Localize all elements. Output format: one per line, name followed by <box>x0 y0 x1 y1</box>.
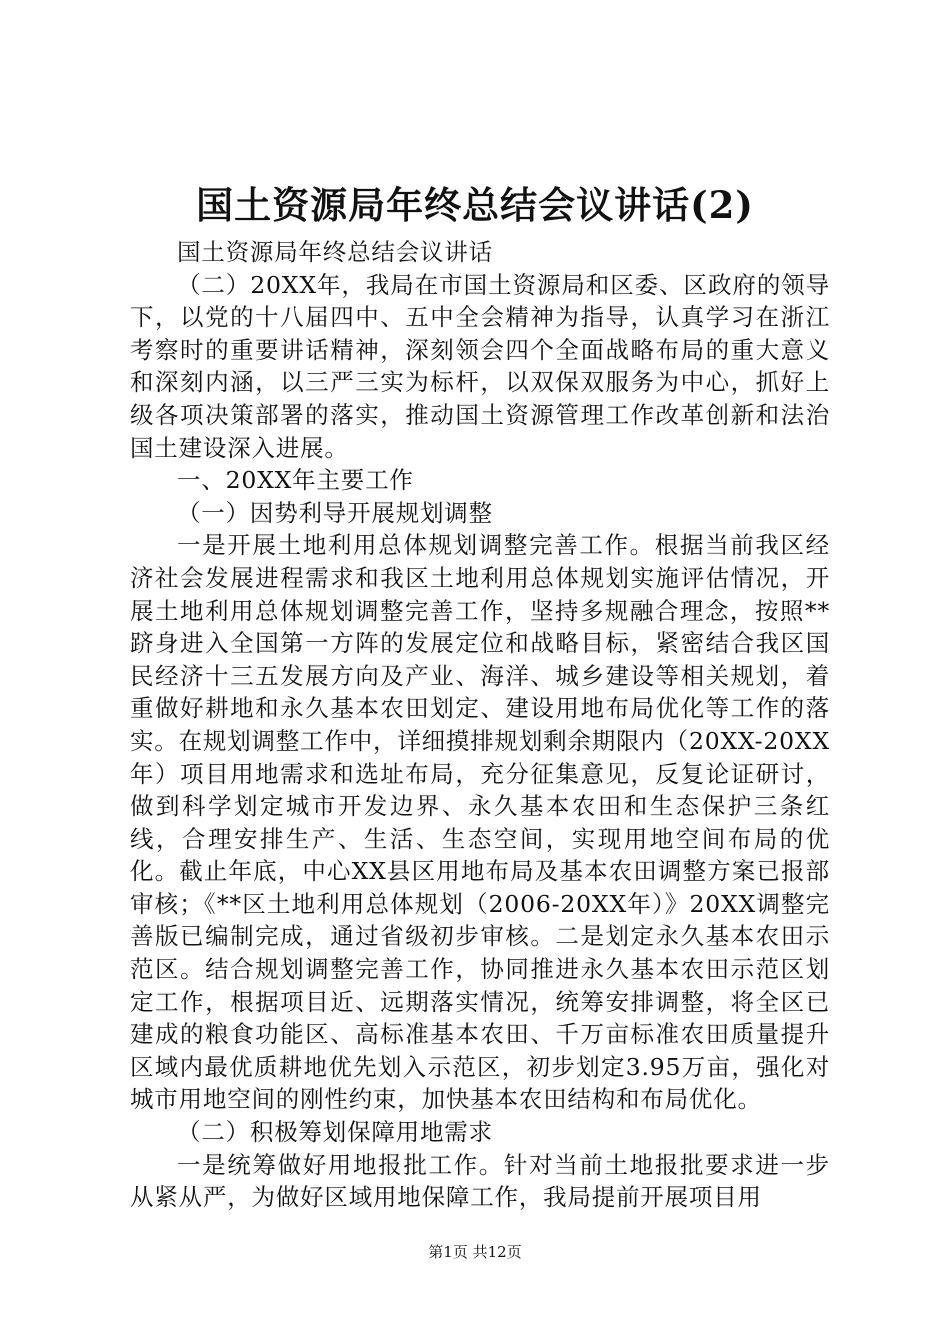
paragraph-land-approval: 一是统筹做好用地报批工作。针对当前土地报批要求进一步从紧从严，为做好区域用地保障工作，我局提前开展项目用 <box>130 1150 830 1212</box>
page-title: 国土资源局年终总结会议讲话(2) <box>196 183 754 227</box>
heading-subsection-1: （一）因势利导开展规划调整 <box>177 498 493 527</box>
paragraph-subtitle: 国土资源局年终总结会议讲话 <box>177 238 493 266</box>
heading-section-1: 一、20XX年主要工作 <box>177 466 414 495</box>
paragraph-planning: 一是开展土地利用总体规划调整完善工作。根据当前我区经济社会发展进程需求和我区土地利用总体规划实施评估情况，开展土地利用总体规划调整完善工作，坚持多规融合理念，按照**跻身进入全国第一方阵的发展定位和战略目标，紧密结合我区国民经济十三五发展方向及产业、海洋、城乡建设等相关规划，着重做好耕地和永久基本农田划定、建设用地布局优化等工作的落实。在规划调整工作中，详细摸排规划剩余期限内（20XX-20XX年）项目用地需求和选址布局，充分征集意见，反复论证研讨，做到科学划定城市开发边界、永久基本农田和生态保护三条红线，合理安排生产、生活、生态空间，实现用地空间布局的优化。截止年底，中心XX县区用地布局及基本农田调整方案已报部审核；《**区土地利用总体规划（2006-20XX年）》20XX调整完善版已编制完成，通过省级初步审核。二是划定永久基本农田示范区。结合规划调整完善工作，协同推进永久基本农田示范区划定工作，根据项目近、远期落实情况，统筹安排调整，将全区已建成的粮食功能区、高标准基本农田、千万亩标准农田质量提升区域内最优质耕地优先划入示范区，初步划定3.95万亩，强化对城市用地空间的刚性约束，加快基本农田结构和布局优化。 <box>130 531 830 1114</box>
page-number-footer: 第1页 共12页 <box>428 1243 522 1261</box>
document-body <box>130 236 830 1214</box>
paragraph-intro: （二）20XX年，我局在市国土资源局和区委、区政府的领导下，以党的十八届四中、五中全会精神为指导，认真学习在浙江考察时的重要讲话精神，深刻领会四个全面战略布局的重大意义和深刻内涵，以三严三实为标杆，以双保双服务为中心，抓好上级各项决策部署的落实，推动国土资源管理工作改革创新和法治国土建设深入进展。 <box>130 270 830 462</box>
heading-subsection-2: （二）积极筹划保障用地需求 <box>177 1118 493 1147</box>
